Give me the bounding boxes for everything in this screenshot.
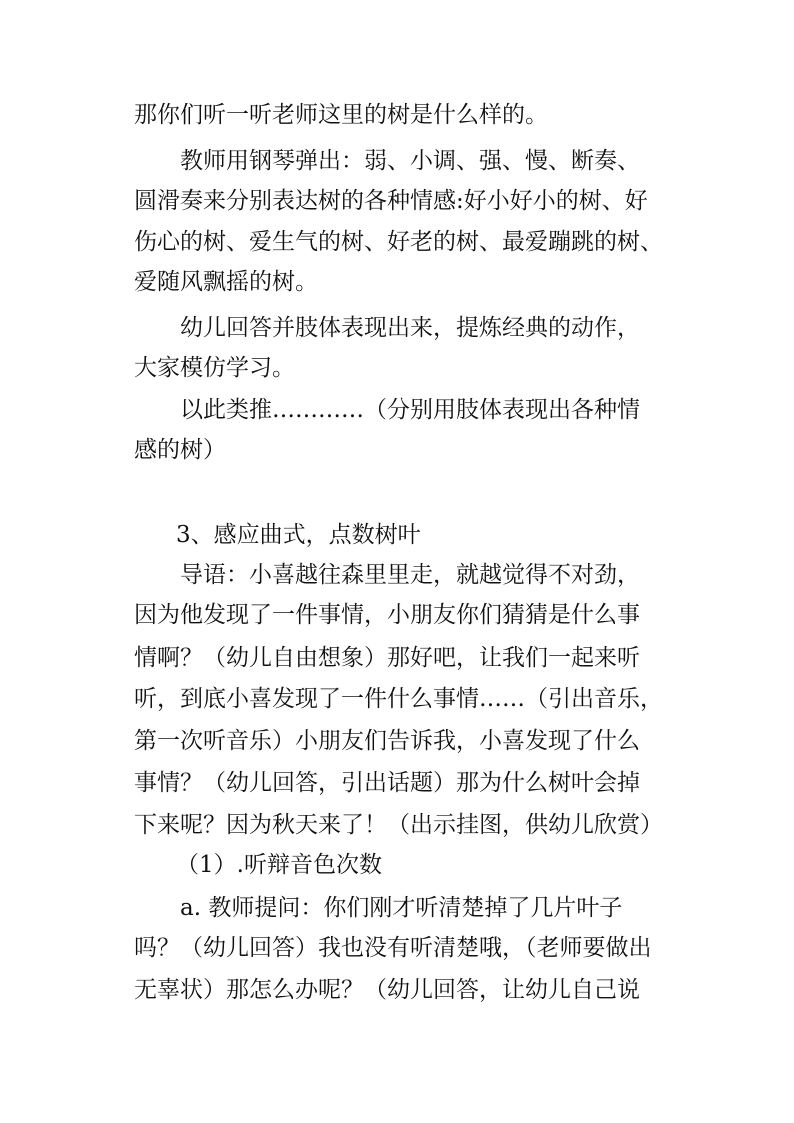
text-line: 感的树） xyxy=(134,437,226,463)
subsection-heading: （1）.听辩音色次数 xyxy=(176,852,382,878)
text-line: 幼儿回答并肢体表现出来，提炼经典的动作， xyxy=(180,315,640,341)
text-line: 导语：小喜越往森里里走，就越觉得不对劲， xyxy=(180,562,640,588)
text-line: 那你们听一听老师这里的树是什么样的。 xyxy=(134,102,548,128)
text-line: 教师用钢琴弹出：弱、小调、强、慢、断奏、 xyxy=(180,148,640,174)
text-line: a. 教师提问：你们刚才听清楚掉了几片叶子 xyxy=(180,895,623,921)
text-line: 因为他发现了一件事情，小朋友你们猜猜是什么事 xyxy=(134,602,640,628)
text-line: 无辜状）那怎么办呢？（幼儿回答，让幼儿自己说 xyxy=(134,977,640,1003)
text-line: 听，到底小喜发现了一件什么事情……（引出音乐， xyxy=(134,686,663,712)
text-line: 伤心的树、爱生气的树、好老的树、最爱蹦跳的树、 xyxy=(134,229,663,255)
text-line: 爱随风飘摇的树。 xyxy=(134,269,318,295)
text-line: 圆滑奏来分别表达树的各种情感:好小好小的树、好 xyxy=(134,188,648,214)
section-heading: 3、感应曲式，点数树叶 xyxy=(176,522,421,548)
text-line: 大家模仿学习。 xyxy=(134,355,295,381)
text-line: 事情？（幼儿回答，引出话题）那为什么树叶会掉 xyxy=(134,770,640,796)
text-line: 情啊？（幼儿自由想象）那好吧，让我们一起来听 xyxy=(134,645,640,671)
text-line: 第一次听音乐）小朋友们告诉我，小喜发现了什么 xyxy=(134,728,640,754)
text-line: 下来呢？因为秋天来了！（出示挂图，供幼儿欣赏） xyxy=(134,812,663,838)
text-line: 吗？（幼儿回答）我也没有听清楚哦，（老师要做出 xyxy=(134,935,652,961)
text-line: 以此类推…………（分别用肢体表现出各种情 xyxy=(180,397,640,423)
